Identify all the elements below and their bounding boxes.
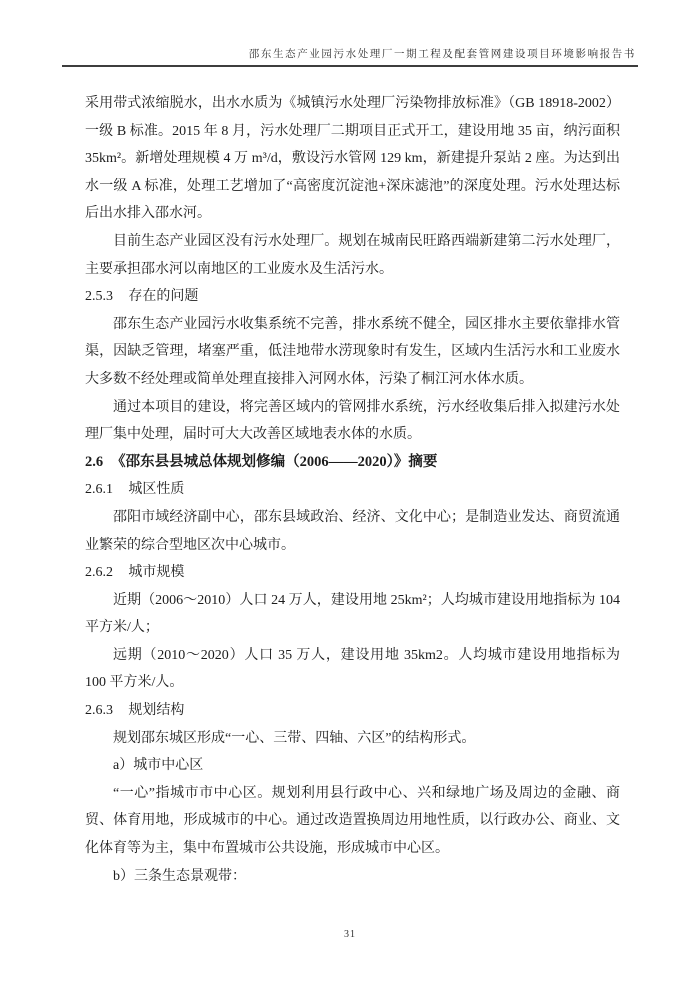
paragraph-planning-structure: 规划邵东城区形成“一心、三带、四轴、六区”的结构形式。 <box>113 730 476 746</box>
document-body <box>85 90 620 890</box>
heading-number: 2.5.3 <box>85 289 113 305</box>
heading-title: 《邵东县县城总体规划修编（2006——2020）》摘要 <box>111 453 438 470</box>
page-footer <box>0 924 700 942</box>
heading-title: 城区性质 <box>128 482 185 498</box>
page-number: 31 <box>344 929 356 940</box>
page-header <box>62 46 638 67</box>
paragraph-sludge-treatment: 采用带式浓缩脱水，出水水质为《城镇污水处理厂污染物排放标准》（GB 18918-2002）一级 B 标准。2015 年 8 月，污水处理厂二期项目正式开工，建设用地 35 亩，纳污面积 35km²。新增处理规模 4 万 m³/d，敷设污水管网 129 km，新建提升泵站 2 座。为达到出水一级 A 标准，处理工艺增加了“高密度沉淀池+深床滤池”的深度处理。污水处理达标后出水排入邵水河。 <box>85 96 620 222</box>
paragraph-current-status: 目前生态产业园区没有污水处理厂。规划在城南民旺路西端新建第二污水处理厂，主要承担邵水河以南地区的工业废水及生活污水。 <box>85 233 620 277</box>
section-heading-2-6-1 <box>85 476 620 504</box>
heading-title: 规划结构 <box>128 703 185 719</box>
section-heading-2-6 <box>85 449 620 477</box>
list-item-b-eco-belts: b）三条生态景观带： <box>113 868 246 884</box>
paragraph-existing-problems: 邵东生态产业园污水收集系统不完善，排水系统不健全，园区排水主要依靠排水管渠，因缺乏管理，堵塞严重，低洼地带水涝现象时有发生，区域内生活污水和工业废水大多数不经处理或简单处理直接排入河网水体，污染了桐江河水体水质。 <box>85 316 620 387</box>
list-item-a-city-center: a）城市中心区 <box>113 758 204 774</box>
heading-number: 2.6.2 <box>85 565 113 581</box>
paragraph-city-character: 邵阳市域经济副中心，邵东县域政治、经济、文化中心；是制造业发达、商贸流通业繁荣的综合型地区次中心城市。 <box>85 509 620 553</box>
heading-number: 2.6 <box>85 453 104 470</box>
section-heading-2-6-2 <box>85 559 620 587</box>
heading-title: 存在的问题 <box>128 289 199 305</box>
header-title: 邵东生态产业园污水处理厂一期工程及配套管网建设项目环境影响报告书 <box>248 49 636 60</box>
paragraph-near-term-scale: 近期（2006～2010）人口 24 万人，建设用地 25km²；人均城市建设用地指标为 104 平方米/人； <box>85 592 620 636</box>
paragraph-long-term-scale: 远期（2010～2020）人口 35 万人，建设用地 35km2。人均城市建设用地指标为 100 平方米/人。 <box>85 647 620 691</box>
paragraph-city-center-detail: “一心”指城市市中心区。规划利用县行政中心、兴和绿地广场及周边的金融、商贸、体育用地，形成城市的中心。通过改造置换周边用地性质，以行政办公、商业、文化体育等为主，集中布置城市公共设施，形成城市中心区。 <box>85 785 620 857</box>
heading-number: 2.6.3 <box>85 703 113 719</box>
heading-number: 2.6.1 <box>85 482 113 498</box>
section-heading-2-5-3 <box>85 283 620 311</box>
paragraph-project-benefit: 通过本项目的建设，将完善区域内的管网排水系统，污水经收集后排入拟建污水处理厂集中处理，届时可大大改善区域地表水体的水质。 <box>85 399 620 443</box>
section-heading-2-6-3 <box>85 697 620 725</box>
heading-title: 城市规模 <box>128 565 185 581</box>
